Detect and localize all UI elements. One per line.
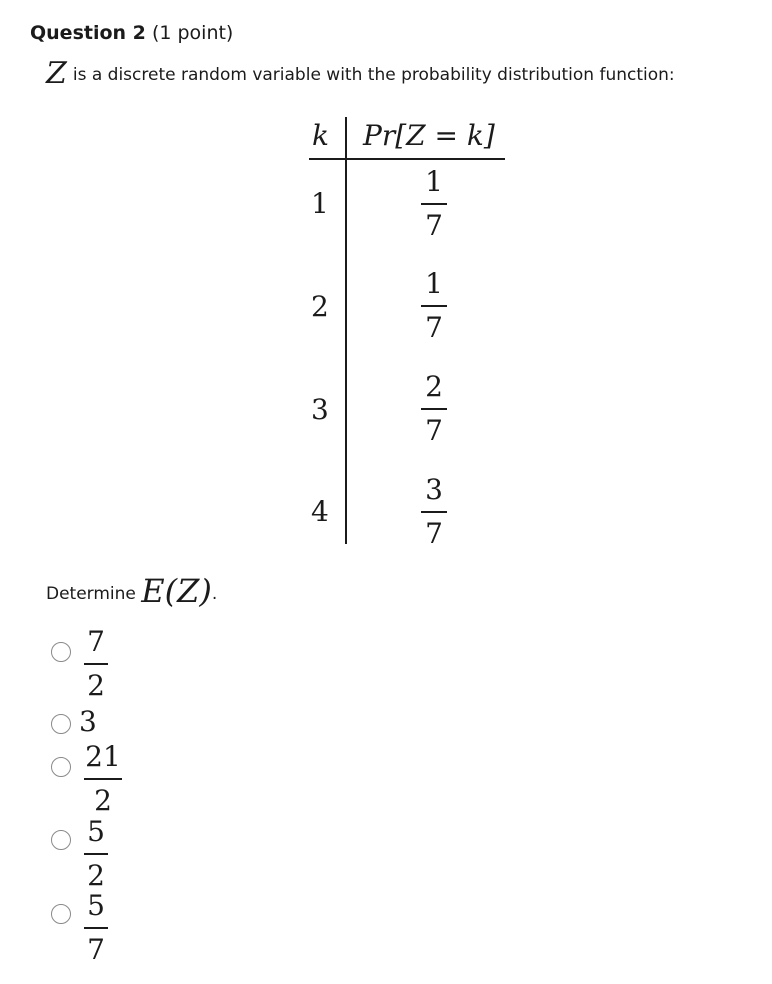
denominator: 7 [425, 209, 443, 242]
numerator: 1 [425, 165, 443, 198]
option-label-2: 3 [79, 705, 97, 738]
fraction-bar [421, 203, 447, 205]
task-period: . [211, 584, 218, 604]
denominator: 2 [87, 669, 105, 702]
denominator: 7 [425, 311, 443, 344]
prompt-text: is a discrete random variable with the probability distribution function: [72, 65, 675, 85]
fraction-bar [421, 305, 447, 307]
fraction-bar [421, 408, 447, 410]
numerator: 1 [425, 267, 443, 300]
task-prompt [46, 572, 217, 610]
fraction-bar [84, 853, 108, 855]
option-radio-4[interactable] [51, 830, 71, 850]
k-value: 4 [311, 495, 329, 528]
k-value: 2 [311, 290, 329, 323]
denominator: 7 [425, 414, 443, 447]
numerator: 5 [87, 815, 105, 848]
fraction-bar [84, 663, 108, 665]
table-vertical-rule [345, 117, 347, 544]
header-k: k [312, 119, 329, 152]
denominator: 2 [94, 784, 112, 817]
option-label-4 [82, 815, 110, 892]
option-radio-5[interactable] [51, 904, 71, 924]
numerator: 21 [85, 740, 121, 773]
probability-fraction [417, 267, 451, 344]
table-header-rule [309, 158, 505, 160]
question-title [30, 22, 233, 44]
denominator: 2 [87, 859, 105, 892]
fraction-bar [84, 778, 122, 780]
option-radio-1[interactable] [51, 642, 71, 662]
option-label-1 [82, 625, 110, 702]
denominator: 7 [425, 517, 443, 550]
task-label: Determine [46, 584, 136, 604]
option-label-5 [82, 889, 110, 966]
numerator: 5 [87, 889, 105, 922]
k-value: 1 [311, 187, 329, 220]
expectation-expression: E(Z) [141, 572, 212, 610]
option-radio-3[interactable] [51, 757, 71, 777]
numerator: 3 [425, 473, 443, 506]
header-probability: Pr[Z = k] [363, 119, 495, 152]
question-points: (1 point) [151, 22, 234, 44]
question-prompt [46, 56, 675, 91]
probability-fraction [417, 370, 451, 447]
question-number: Question 2 [30, 22, 146, 44]
distribution-table [309, 117, 509, 550]
variable-symbol: Z [46, 56, 67, 91]
probability-fraction [417, 165, 451, 242]
denominator: 7 [87, 933, 105, 966]
option-radio-2[interactable] [51, 714, 71, 734]
probability-fraction [417, 473, 451, 550]
fraction-bar [421, 511, 447, 513]
k-value: 3 [311, 393, 329, 426]
numerator: 2 [425, 370, 443, 403]
option-label-3 [82, 740, 124, 817]
fraction-bar [84, 927, 108, 929]
numerator: 7 [87, 625, 105, 658]
